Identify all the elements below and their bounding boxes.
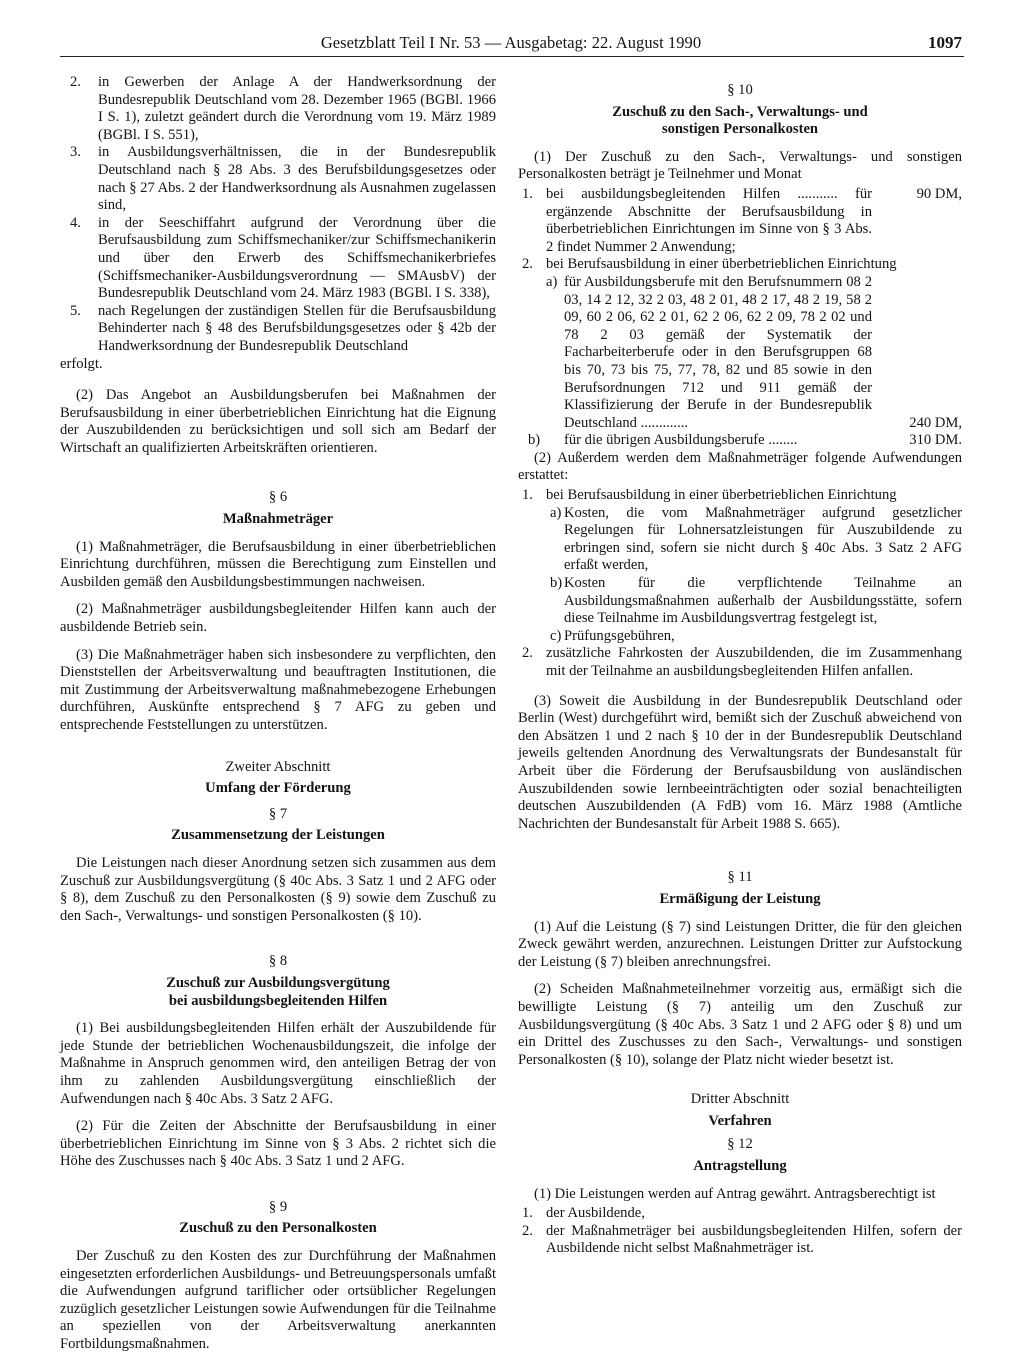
- page-number: 1097: [928, 33, 962, 52]
- list-item: 2. bei Berufsausbildung in einer überbetrieblichen Einrichtung a) für Ausbildungsberufe mit den Berufsnummern 08 2 03, 14 2 12, 32 2 03, 48 2 01, 48 2 17, 48 2 19, 58 2 09, 60 2 06, 62 2 01, 62 2 06, 62 2 09, 78 2 02 und 78 2 03 gemäß der Systematik der Facharbeiterberufe oder in den Berufsgruppen 68 bis 70, 73 bis 75, 77, 78, 82 und 85 sowie in den Berufsordnungen 712 und 911 gemäß der Klassifizierung der Berufe in der Bundesrepublik Deutschland ............. 240 DM, b) für die übrigen Ausbildungsberufe ........ 310 DM.: [518, 256, 962, 450]
- paragraph: (2) Scheiden Maßnahmeteilnehmer vorzeitig aus, ermäßigt sich die bewilligte Leistung (§ 7) anteilig um den Zuschuß zur Ausbildungsvergütung (§ 40c Abs. 3 Satz 1 und 2 AFG oder § 8) und um ein Drittel des Zuschusses zu den Sach-, Verwaltungs- und sonstigen Personalkosten (§ 10), solange der Platz nicht wieder besetzt ist.: [518, 981, 962, 1068]
- section-title: sonstigen Personalkosten: [661, 121, 819, 138]
- paragraph: (2) Außerdem werden dem Maßnahmeträger folgende Aufwendungen erstattet:: [518, 449, 962, 484]
- amount: 240 DM,: [909, 414, 962, 431]
- paragraph: (1) Die Leistungen werden auf Antrag gewährt. Antragsberechtigt ist: [534, 1185, 936, 1202]
- sub-item: c) Prüfungsgebühren,: [550, 627, 675, 644]
- section-title: Ermäßigung der Leistung: [659, 890, 821, 907]
- paragraph: (3) Soweit die Ausbildung in der Bundesrepublik Deutschland oder Berlin (West) durchgeführt wird, bemißt sich der Zuschuß abweichend von den Absätzen 1 und 2 nach § 10 der in der Bundesrepublik Deutschland jeweils geltenden Anordnung des Verwaltungsrats der Bundesanstalt für Arbeit über die Förderung der Berufsausbildung von ausländischen Auszubildenden sowie lernbeeinträchtigten oder sozial benachteiligten deutschen Auszubildenden (A FdB) vom 16. März 1988 (Amtliche Nachrichten der Bundesanstalt für Arbeit 1988 S. 665).: [518, 692, 962, 832]
- sub-item: b) Kosten für die verpflichtende Teilnahme an Ausbildungsmaßnahmen außerhalb der Ausbildungsstätte, sofern diese Teilnahme im Ausbildungsvertrag festgelegt ist,: [550, 575, 962, 627]
- section-title: Maßnahmeträger: [222, 511, 334, 528]
- article5-list: [60, 74, 496, 356]
- section-title: Zuschuß zur Ausbildungsvergütung: [166, 974, 390, 991]
- section-title: Zuschuß zu den Personalkosten: [179, 1220, 377, 1237]
- gazette-title: Gesetzblatt Teil I Nr. 53 — Ausgabetag: 22. August 1990: [320, 33, 702, 52]
- list-item: 2. in Gewerben der Anlage A der Handwerksordnung der Bundesrepublik Deutschland vom 28. Dezember 1965 (BGBl. 1966 I S. 1), zuletzt geändert durch die Verordnung vom 19. März 1989 (BGBl. I S. 551),: [70, 74, 496, 143]
- s10-expenses-list: [518, 487, 962, 681]
- list-item: 1. bei Berufsausbildung in einer überbetrieblichen Einrichtung a) Kosten, die vom Maßnahmeträger aufgrund gesetzlicher Regelungen für Lohnersatzleistungen für Auszubildende zu erbringen sind, sofern sie nicht durch § 40c Abs. 3 Satz 2 AFG erfaßt werden, b) Kosten für die verpflichtende Teilnahme an Ausbildungsmaßnahmen außerhalb der Ausbildungsstätte, sofern diese Teilnahme im Ausbildungsvertrag festgelegt ist, c) Prüfungsgebühren,: [518, 487, 962, 645]
- chapter-heading: Dritter Abschnitt: [690, 1091, 790, 1108]
- s10-list: [518, 186, 962, 450]
- section-number: § 8: [268, 953, 288, 970]
- paragraph: Die Leistungen nach dieser Anordnung setzen sich zusammen aus dem Zuschuß zur Ausbildungsvergütung (§ 40c Abs. 3 Satz 1 und 2 AFG oder § 8), dem Zuschuß zu den Personalkosten (§ 9) sowie dem Zuschuß zu den Sach-, Verwaltungs- und sonstigen Personalkosten (§ 10).: [60, 854, 496, 924]
- section-number: § 7: [268, 805, 288, 822]
- sub-item: a) für Ausbildungsberufe mit den Berufsnummern 08 2 03, 14 2 12, 32 2 03, 48 2 01, 48 2 17, 48 2 19, 58 2 09, 60 2 06, 62 2 01, 62 2 06, 62 2 09, 78 2 02 und 78 2 03 gemäß der Systematik der Facharbeiterberufe oder in den Berufsgruppen 68 bis 70, 73 bis 75, 77, 78, 82 und 85 sowie in den Berufsordnungen 712 und 911 gemäß der Klassifizierung der Berufe in der Bundesrepublik Deutschland ............. 240 DM,: [546, 273, 962, 431]
- list-item: 1. der Ausbildende,: [522, 1205, 645, 1222]
- paragraph: (2) Für die Zeiten der Abschnitte der Berufsausbildung in einer überbetrieblichen Einrichtung im Sinne von § 3 Abs. 2 richtet sich die Höhe des Zuschusses nach § 40c Abs. 3 Satz 1 und 2 AFG.: [60, 1118, 496, 1170]
- section-number: § 6: [268, 489, 288, 506]
- list-item: 3. in Ausbildungsverhältnissen, die in der Bundesrepublik Deutschland nach § 28 Abs. 3 des Berufsbildungsgesetzes oder nach § 27 Abs. 2 der Handwerksordnung als Ausnahmen zugelassen sind,: [70, 144, 496, 214]
- section-title: Zuschuß zu den Sach-, Verwaltungs- und: [612, 103, 868, 120]
- chapter-title: Umfang der Förderung: [205, 780, 351, 797]
- section-title: Zusammensetzung der Leistungen: [171, 827, 385, 844]
- right-column: [518, 74, 962, 1258]
- sub-item: a) Kosten, die vom Maßnahmeträger aufgrund gesetzlicher Regelungen für Lohnersatzleistungen für Auszubildende zu erbringen sind, sofern sie nicht durch § 40c Abs. 3 Satz 2 AFG erfaßt werden,: [550, 504, 962, 574]
- paragraph: Der Zuschuß zu den Kosten des zur Durchführung der Maßnahmen eingesetzten erforderlichen Ausbildungs- und Betreuungspersonals umfaßt die Aufwendungen aufgrund tariflicher oder ortsüblicher Regelungen zuzüglich gesetzlicher Leistungen sowie Aufwendungen für die Teilnahme an speziellen von der Arbeitsverwaltung anerkannten Fortbildungsmaßnahmen.: [60, 1248, 496, 1353]
- section-title: bei ausbildungsbegleitenden Hilfen: [168, 992, 388, 1009]
- section-title: Antragstellung: [693, 1158, 787, 1175]
- amount: 310 DM.: [909, 432, 962, 449]
- list-item: 2. zusätzliche Fahrkosten der Auszubildenden, die im Zusammenhang mit der Teilnahme an ausbildungsbegleitenden Hilfen anfallen.: [522, 645, 962, 679]
- header-rule: [60, 56, 964, 57]
- paragraph: (3) Die Maßnahmeträger haben sich insbesondere zu verpflichten, den Dienststellen der Arbeitsverwaltung und beauftragten Institutionen, die mit Zustimmung der Arbeitsverwaltung maßnahmebezogene Erhebungen durchführen, Auskünfte entsprechend § 7 AFG zu geben und entsprechende Feststellungen zu unterstützen.: [60, 646, 496, 733]
- paragraph: (2) Das Angebot an Ausbildungsberufen bei Maßnahmen der Berufsausbildung in einer überbetrieblichen Einrichtung hat die Eignung der Auszubildenden zu berücksichtigen und soll sich am Bedarf der Wirtschaft an qualifizierten Arbeitskräften orientieren.: [60, 387, 496, 456]
- paragraph: (2) Maßnahmeträger ausbildungsbegleitender Hilfen kann auch der ausbildende Betrieb sein.: [60, 601, 496, 636]
- list-item: 5. nach Regelungen der zuständigen Stellen für die Berufsausbildung Behinderter nach § 48 des Berufsbildungsgesetzes oder § 42b der Handwerksordnung der Bundesrepublik Deutschland: [70, 302, 496, 354]
- sub-item: b) für die übrigen Ausbildungsberufe ........ 310 DM.: [528, 432, 962, 449]
- paragraph: (1) Auf die Leistung (§ 7) sind Leistungen Dritter, die für den gleichen Zweck gewährt werden, anzurechnen. Leistungen Dritter zur Aufstockung der Leistung (§ 7) bleiben anrechnungsfrei.: [518, 918, 962, 970]
- chapter-heading: Zweiter Abschnitt: [225, 758, 331, 775]
- paragraph: (1) Bei ausbildungsbegleitenden Hilfen erhält der Auszubildende für jede Stunde der betrieblichen Wochenausbildungszeit, die infolge der Maßnahme in Anspruch genommen wird, den anteiligen Betrag der von ihm zu zahlenden Ausbildungsvergütung einschließlich der Aufwendungen nach § 40c Abs. 3 Satz 2 AFG.: [60, 1020, 496, 1107]
- left-column: [60, 74, 496, 1364]
- section-number: § 9: [268, 1198, 288, 1215]
- list-item: 2. der Maßnahmeträger bei ausbildungsbegleitenden Hilfen, sofern der Ausbildende nicht selbst Maßnahmeträger ist.: [522, 1222, 962, 1257]
- section-number: § 10: [727, 82, 753, 98]
- section-number: § 12: [727, 1136, 753, 1153]
- s12-list: [518, 1205, 962, 1258]
- chapter-title: Verfahren: [708, 1112, 772, 1129]
- list-item: 4. in der Seeschiffahrt aufgrund der Verordnung über die Berufsausbildung zum Schiffsmechaniker/zur Schiffsmechanikerin und über den Erwerb des Schiffsmechanikerbriefes (Schiffsmechaniker-Ausbildungsverordnung — SMAusbV) der Bundesrepublik Deutschland vom 24. März 1983 (BGBl. I S. 338),: [70, 214, 496, 302]
- page-header: [60, 33, 962, 53]
- erfolgt-text: erfolgt.: [60, 355, 103, 372]
- amount: 90 DM,: [916, 185, 962, 202]
- paragraph: (1) Der Zuschuß zu den Sach-, Verwaltungs- und sonstigen Personalkosten beträgt je Teilnehmer und Monat: [518, 148, 962, 183]
- section-number: § 11: [727, 869, 753, 886]
- list-item: 1. bei ausbildungsbegleitenden Hilfen ........... für ergänzende Abschnitte der Berufsausbildung in überbetrieblichen Einrichtungen im Sinne von § 3 Abs. 2 findet Nummer 2 Anwendung; 90 DM,: [522, 185, 962, 255]
- paragraph: (1) Maßnahmeträger, die Berufsausbildung in einer überbetrieblichen Einrichtung durchführen, müssen die Berechtigung zum Einstellen und Ausbilden gemäß den Ausbildungsbestimmungen nachweisen.: [60, 538, 496, 590]
